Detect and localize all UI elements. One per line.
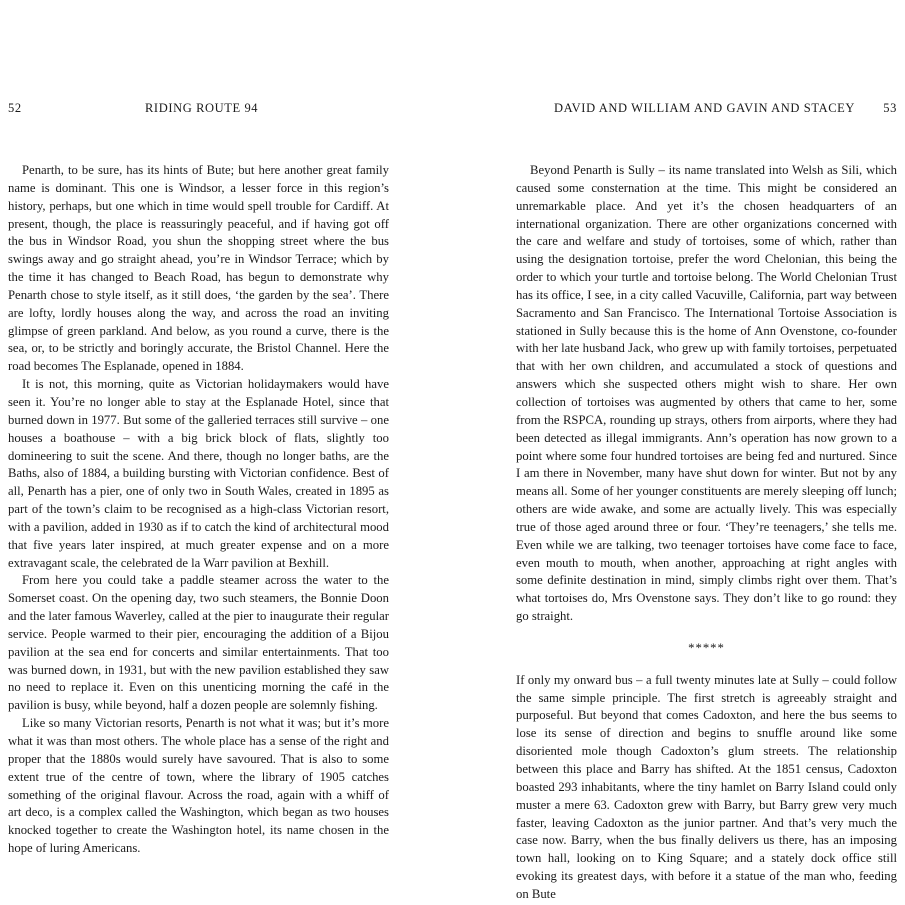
paragraph: Beyond Penarth is Sully – its name translated into Welsh as Sili, which caused some consternation at the time. This might be considered an unremarkable place. And yet it’s the chosen headquarters of an international organization. There are other organizations concerned with the care and welfare and study of tortoises, some of which, rather than using the designation tortoise, prefer the word Chelonian, this being the order to which your turtle and tortoise belong. The World Chelonian Trust has its office, I see, in a city called Vacuville, California, part way between Sacramento and San Francisco. The International Tortoise Association is stationed in Sully because this is the home of Ann Ovenstone, co-founder with her late husband Jack, who grew up with family tortoises, perpetuated that with her own children, and accumulated a stock of questions and answers which she suspected others might wish to share. Her own collection of tortoises was augmented by others that came to her, some from the RSPCA, rounding up strays, others from airports, where they had been detected as illegal immigrants. Ann’s operation has now grown to a point where some four hundred tortoises are being fed and nurtured. Since I am there in November, many have shut down for winter. But not by any means all. Some of her younger constituents are merely sleeping off lunch; others are wide awake, and some are actually lively. This was especially true of those aged around three or four. ‘They’re teenagers,’ she tells me. Even while we are talking, two teenager tortoises have come face to face, even mouth to mouth, when another, approaching at right angles with some definite destination in mind, simply climbs right over them. That’s what tortoises do, Mrs Ovenstone says. They don’t like to go round: they go straight. — [516, 163, 897, 624]
left-page-body — [8, 162, 389, 858]
running-head: DAVID AND WILLIAM AND GAVIN AND STACEY — [554, 101, 855, 115]
paragraph: If only my onward bus – a full twenty minutes late at Sully – could follow the same simple principle. The first stretch is agreeably straight and purposeful. But beyond that comes Cadoxton, and here the bus seems to lose its sense of direction and begins to snuffle around like some disoriented mole though Cadoxton’s glum streets. The relationship between this place and Barry has shifted. At the 1851 census, Cadoxton boasted 293 inhabitants, where the tiny hamlet on Barry Island could only muster a mere 63. Cadoxton grew with Barry, but Barry grew very much faster, leaving Cadoxton as the junior partner. And that’s very much the case now. Barry, when the bus finally delivers us there, has an imposing town hall, looking on to King Square; and a stately dock office still evoking its greatest days, with before it a statue of the man who, feeding on Bute — [516, 672, 897, 901]
left-page-header — [8, 101, 452, 121]
running-head: RIDING ROUTE 94 — [145, 101, 259, 115]
right-page-header — [453, 101, 897, 121]
section-separator: ***** — [688, 640, 725, 655]
paragraph: It is not, this morning, quite as Victorian holidaymakers would have seen it. You’re no longer able to stay at the Esplanade Hotel, since that burned down in 1977. But some of the galleried terraces still survive – one houses a boathouse – with a big brick block of flats, slightly too domineering to suit the scene. And there, though no longer baths, are the Baths, also of 1884, a building bursting with Victorian confidence. Best of all, Penarth has a pier, one of only two in South Wales, created in 1895 as part of the town’s claim to be recognised as a high-class Victorian resort, with a pavilion, added in 1930 as if to catch the kind of architectural mood that five years later inspired, at much greater expense and on a more extravagant scale, the celebrated de la Warr pavilion at Bexhill. — [8, 377, 389, 570]
right-page-body — [516, 162, 897, 904]
paragraph: Like so many Victorian resorts, Penarth is not what it was; but it’s more what it was than most others. The whole place has a sense of the right and proper that the 1880s would surely have savoured. That is also to some extent true of the centre of town, where the library of 1905 catches something of the original flavour. Across the road, again with a whiff of art deco, is a complex called the Washington, which began as two houses knocked together to create the Washington hotel, its name chosen in the hope of luring Americans. — [8, 716, 389, 856]
right-page — [453, 0, 905, 905]
paragraph: Penarth, to be sure, has its hints of Bute; but here another great family name is dominant. This one is Windsor, a lesser force in this region’s history, perhaps, but one which in time would spell trouble for Cardiff. At present, though, the place is reassuringly peaceful, and if having got off the bus in Windsor Road, you shun the shopping street where the bus swings away and go straight ahead, you’re in Windsor Terrace; which by the time it has changed to Beach Road, has begun to demonstrate why Penarth chose to style itself, as it still does, ‘the garden by the sea’. There are lofty, lordly houses along the way, and across the road an inviting glimpse of green parkland. And below, as you round a curve, there is the sea, or, to be strictly and boringly accurate, the Bristol Channel. Here the road becomes The Esplanade, opened in 1884. — [8, 163, 389, 374]
page-number: 52 — [8, 101, 22, 115]
page-number: 53 — [883, 101, 897, 115]
left-page — [0, 0, 452, 905]
paragraph: From here you could take a paddle steamer across the water to the Somerset coast. On the opening day, two such steamers, the Bonnie Doon and the later famous Waverley, called at the pier to inaugurate their regular service. People warmed to their pier, encouraging the addition of a Bijou pavilion at the sea end for concerts and similar entertainments. That too was burned down, in 1931, but with the new pavilion established they saw no need to replace it. Even on this unenticing morning the café in the pavilion is busy, while beyond, half a dozen people are solemnly fishing. — [8, 573, 389, 713]
